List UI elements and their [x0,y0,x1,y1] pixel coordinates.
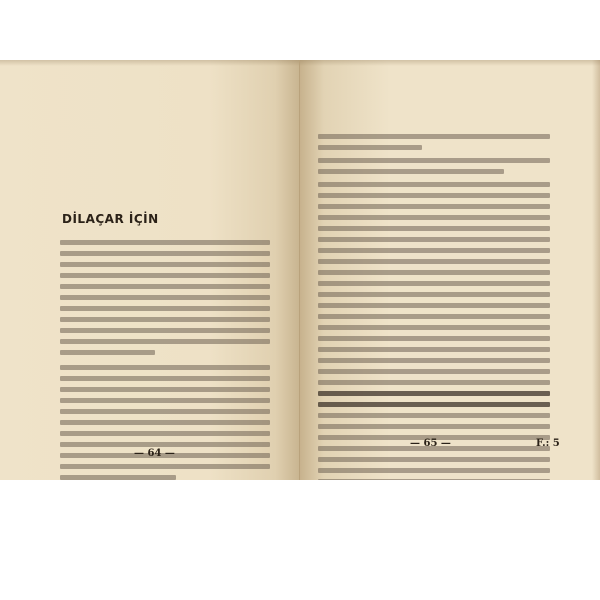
text-line [318,391,550,396]
text-line [60,262,270,267]
text-line [60,306,270,311]
text-line [318,169,504,174]
page-number-right: — 65 — [410,438,451,449]
text-line [60,475,176,480]
text-line [318,158,550,163]
page-edge [592,60,600,480]
left-page [0,60,300,480]
right-page-text [318,134,550,480]
text-line [60,442,270,447]
text-line [318,145,422,150]
text-line [318,325,550,330]
text-line [60,409,270,414]
text-line [318,193,550,198]
text-line [318,479,550,480]
text-line [318,457,550,462]
page-number-left: — 64 — [134,448,175,459]
text-line [318,248,550,253]
text-line [60,328,270,333]
text-line [60,317,270,322]
text-line [318,204,550,209]
text-line [318,413,550,418]
text-line [60,387,270,392]
text-line [60,339,270,344]
text-line [318,336,550,341]
chapter-heading: DİLAÇAR İÇİN [62,212,159,226]
text-line [318,380,550,385]
text-line [318,402,550,407]
text-line [60,464,270,469]
text-line [318,424,550,429]
text-line [318,347,550,352]
text-line [318,292,550,297]
open-book [0,60,600,480]
text-line [318,468,550,473]
text-line [318,358,550,363]
signature-mark: F.: 5 [536,438,560,449]
text-line [318,369,550,374]
text-line [318,226,550,231]
text-line [318,182,550,187]
text-line [60,295,270,300]
text-line [318,281,550,286]
text-line [60,251,270,256]
text-line [318,215,550,220]
text-line [318,303,550,308]
left-page-text [60,240,270,480]
text-line [60,350,155,355]
text-line [318,134,550,139]
text-line [60,240,270,245]
text-line [60,284,270,289]
text-line [318,314,550,319]
text-line [60,431,270,436]
right-page [300,60,600,480]
text-line [60,398,270,403]
text-line [318,270,550,275]
text-line [60,365,270,370]
page-shadow [300,60,600,66]
text-line [60,273,270,278]
page-shadow [0,60,299,66]
text-line [60,420,270,425]
text-line [318,259,550,264]
text-line [60,376,270,381]
text-line [318,237,550,242]
